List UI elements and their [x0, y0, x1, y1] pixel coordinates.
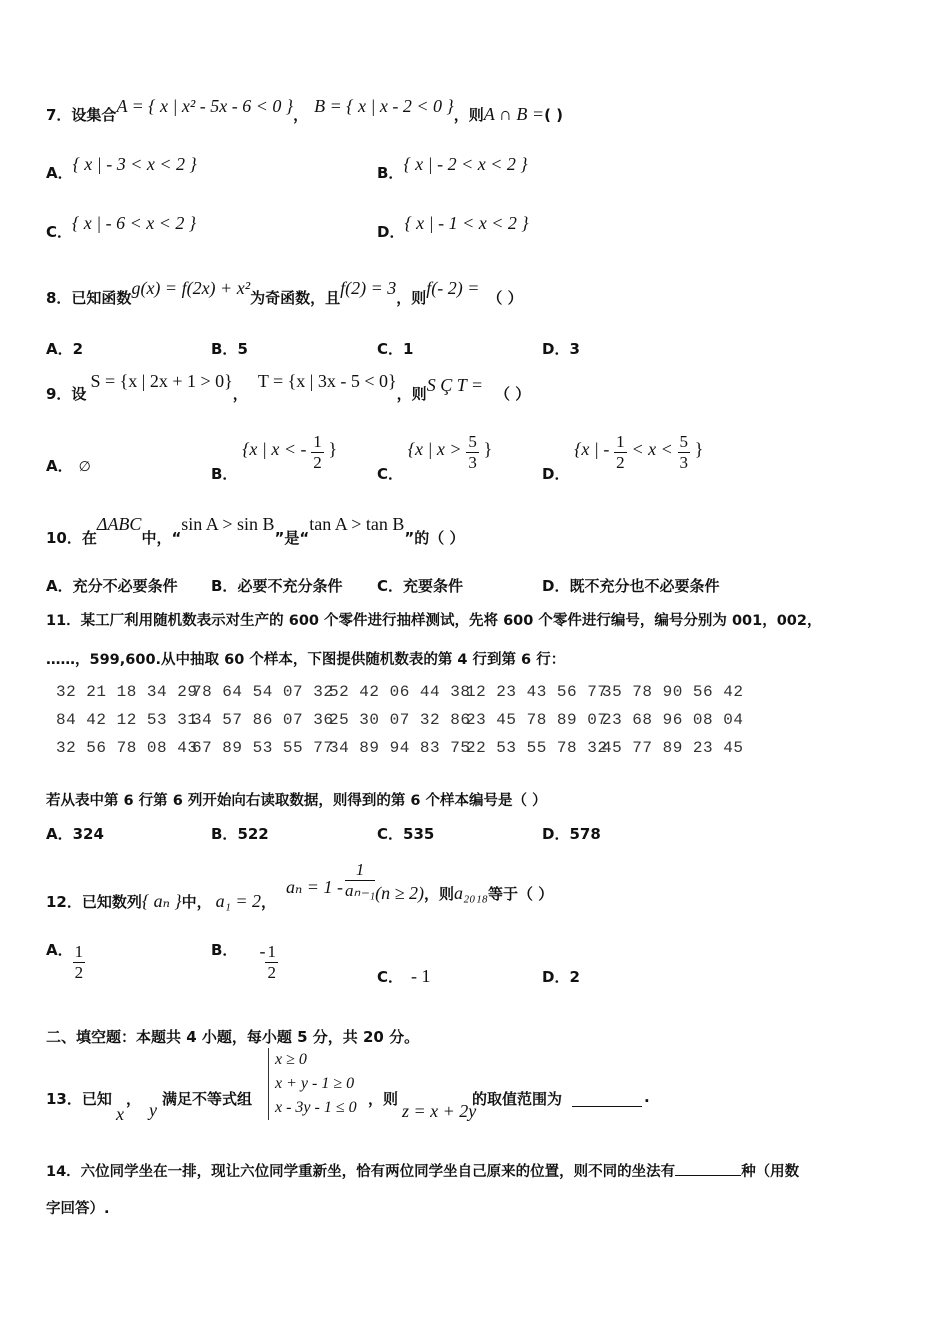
q9-stem [46, 371, 531, 404]
table-cell: 52 42 06 44 38 [329, 683, 471, 701]
q11-line-2: ……，599,600.从中抽取 60 个样本，下图提供随机数表的第 4 行到第 6 行： [46, 652, 566, 668]
option-value: { x | - 2 < x < 2 } [403, 154, 528, 174]
frac-num: 1 [345, 860, 375, 881]
option-label: D． [377, 223, 405, 241]
option-value: 535 [403, 825, 435, 843]
frac-num: 1 [616, 432, 625, 451]
option-value: 3 [569, 340, 580, 358]
table-cell: 35 78 90 56 42 [602, 683, 744, 701]
option-fraction [265, 942, 278, 983]
option-fraction [311, 432, 324, 473]
option-value: 必要不充分条件 [237, 577, 343, 595]
table-cell: 45 77 89 23 45 [602, 739, 744, 757]
q12-option-a[interactable] [46, 942, 85, 983]
q7-sep: ， [293, 106, 309, 124]
option-label: D． [542, 577, 570, 595]
frac-num: 5 [679, 432, 689, 451]
q12-target: a₂₀₁₈ [454, 883, 489, 903]
q7-stem [46, 96, 563, 125]
q11-option-d[interactable] [542, 823, 601, 844]
q13-z-expr: z = x + 2y [402, 1101, 477, 1121]
q12-stem [46, 860, 554, 911]
option-label: A． [46, 164, 73, 182]
q10-suffix: ”的（ ） [404, 529, 465, 547]
q8-mid: 为奇函数，且 [250, 289, 341, 307]
option-label: C． [46, 223, 73, 241]
q12-a1: a₁ = 2 [215, 891, 261, 911]
q12-prefix: 12．已知数列 [46, 893, 142, 911]
q12-sep: ， [261, 893, 277, 911]
q9-sep: ， [232, 385, 248, 403]
q12-fraction [345, 860, 375, 901]
option-set-mid: < x < [631, 439, 673, 459]
q12-then: ，则 [424, 885, 455, 903]
option-value: 5 [237, 340, 248, 358]
q8-option-d[interactable] [542, 338, 580, 359]
frac-den: 2 [267, 963, 276, 982]
q9-question: S Ç T = [426, 375, 484, 395]
option-label: C． [377, 577, 404, 595]
q8-stem [46, 278, 523, 308]
q12-option-d[interactable] [542, 966, 580, 987]
option-label: B． [377, 164, 404, 182]
q9-set-t: T = {x | 3x - 5 < 0} [257, 371, 397, 391]
table-cell: 12 23 43 56 77 [466, 683, 608, 701]
q9-then: ，则 [396, 385, 427, 403]
table-cell: 25 30 07 32 86 [329, 711, 471, 729]
option-fraction [614, 432, 627, 473]
option-set-prefix: {x | x > [407, 439, 462, 459]
table-cell: 67 89 53 55 77 [192, 739, 334, 757]
q13-period: . [644, 1088, 650, 1106]
q8-func-g: g(x) = f(2x) + x² [131, 278, 251, 298]
option-value: ∅ [78, 460, 91, 475]
q13-var-y: y [149, 1100, 157, 1120]
q13-comma: ， [126, 1090, 142, 1108]
inequality-1: x ≥ 0 [275, 1051, 307, 1068]
option-label: B． [211, 577, 238, 595]
q8-func-f: f(2) = 3 [340, 278, 397, 298]
option-label: C． [377, 465, 404, 483]
q10-option-b[interactable] [211, 575, 342, 596]
option-value: 578 [569, 825, 601, 843]
option-sign: - [259, 941, 266, 961]
option-value: 既不充分也不必要条件 [569, 577, 720, 595]
q7-set-a: A = { x | x² - 5x - 6 < 0 } [116, 96, 294, 116]
q14-line-1 [46, 1160, 799, 1181]
q11-option-c[interactable] [377, 823, 434, 844]
q10-tan: tan A > tan B [309, 514, 405, 534]
q9-set-s: S = {x | 2x + 1 > 0} [90, 371, 233, 391]
table-cell: 34 57 86 07 36 [192, 711, 334, 729]
frac-num: 1 [74, 942, 84, 961]
frac-den: 2 [313, 453, 322, 472]
frac-num: 5 [468, 432, 477, 451]
q13-then: ，则 [368, 1090, 399, 1108]
option-value: 充要条件 [403, 577, 464, 595]
frac-den: 3 [679, 453, 689, 472]
q9-option-b[interactable] [211, 432, 338, 483]
option-label: A． [46, 825, 73, 843]
option-value: 324 [72, 825, 104, 843]
option-value: 充分不必要条件 [72, 577, 178, 595]
q8-prefix: 8．已知函数 [46, 289, 132, 307]
option-label: B． [211, 941, 238, 959]
inequality-3: x - 3y - 1 ≤ 0 [275, 1099, 357, 1116]
frac-den: 2 [74, 963, 84, 982]
option-set-prefix: {x | - [574, 439, 610, 459]
option-fraction [73, 942, 86, 983]
q11-line-1: 11．某工厂利用随机数表示对生产的 600 个零件进行抽样测试，先将 600 个零件进行编号，编号分别为 001，002， [46, 613, 822, 629]
q7-set-b: B = { x | x - 2 < 0 } [314, 96, 454, 116]
q12-mid: 中， [181, 893, 212, 911]
q12-suffix: 等于（ ） [488, 885, 554, 903]
option-label: A． [46, 457, 73, 475]
q8-paren: （ ） [487, 289, 523, 307]
q9-prefix: 9．设 [46, 385, 87, 403]
option-label: A． [46, 577, 73, 595]
table-cell: 22 53 55 78 32 [466, 739, 608, 757]
q9-paren: （ ） [495, 385, 531, 403]
q12-condition: (n ≥ 2) [375, 883, 424, 903]
q7-option-d[interactable] [377, 213, 529, 242]
option-label: B． [211, 825, 238, 843]
option-set-suffix: } [694, 439, 704, 459]
q10-option-d[interactable] [542, 575, 719, 596]
inequality-2: x + y - 1 ≥ 0 [275, 1075, 355, 1092]
q10-sin: sin A > sin B [181, 514, 275, 534]
option-value: 1 [403, 340, 414, 358]
q7-prefix: 7．设集合 [46, 106, 117, 124]
table-cell: 32 21 18 34 29 [56, 683, 198, 701]
q10-triangle: ΔABC [96, 514, 142, 534]
frac-num: 1 [267, 942, 276, 961]
option-label: A． [46, 941, 73, 959]
q7-then: ，则 [453, 106, 484, 124]
q14-text: 14．六位同学坐在一排，现让六位同学重新坐，恰有两位同学坐自己原来的位置，则不同的坐法有 [46, 1164, 676, 1180]
option-set-suffix: } [483, 439, 493, 459]
q13-mid: 满足不等式组 [162, 1090, 253, 1108]
option-value: { x | - 3 < x < 2 } [72, 154, 197, 174]
option-label: C． [377, 340, 404, 358]
q10-option-c[interactable] [377, 575, 463, 596]
q13-answer-blank[interactable] [572, 1088, 642, 1107]
q13-inequality-system [268, 1048, 357, 1120]
q8-then: ，则 [396, 289, 427, 307]
table-cell: 32 56 78 08 43 [56, 739, 198, 757]
option-value: 2 [72, 340, 84, 358]
q9-option-a[interactable] [46, 455, 91, 476]
q10-prefix: 10．在 [46, 529, 97, 547]
q7-option-c[interactable] [46, 213, 197, 242]
option-label: B． [211, 340, 238, 358]
q9-option-d[interactable] [542, 432, 704, 483]
q14-line-2: 字回答）. [46, 1201, 110, 1217]
option-label: D． [542, 968, 570, 986]
table-cell: 23 68 96 08 04 [602, 711, 744, 729]
q12-an: aₙ = 1 - [286, 877, 343, 897]
q7-option-a[interactable] [46, 154, 197, 183]
option-value: 2 [569, 968, 580, 986]
q11-option-a[interactable] [46, 823, 104, 844]
q14-answer-blank[interactable] [675, 1161, 741, 1176]
q7-paren: ( ) [544, 106, 563, 124]
option-label: D． [542, 825, 570, 843]
q10-mid1: 中，“ [141, 529, 182, 547]
option-value: 522 [237, 825, 269, 843]
table-cell: 34 89 94 83 75 [329, 739, 471, 757]
q7-option-b[interactable] [377, 154, 528, 183]
frac-den: aₙ₋₁ [344, 881, 376, 900]
section-heading: 二、填空题：本题共 4 小题，每小题 5 分，共 20 分。 [46, 1028, 420, 1046]
q9-option-c[interactable] [377, 432, 493, 483]
table-cell: 78 64 54 07 32 [192, 683, 334, 701]
option-value: { x | - 1 < x < 2 } [404, 213, 529, 233]
q11-option-b[interactable] [211, 823, 269, 844]
table-cell: 23 45 78 89 07 [466, 711, 608, 729]
frac-den: 2 [616, 453, 625, 472]
q8-option-a[interactable] [46, 338, 83, 359]
q10-stem [46, 514, 465, 548]
frac-num: 1 [313, 432, 322, 451]
q8-question: f(- 2) = [426, 278, 480, 298]
option-label: A． [46, 340, 73, 358]
q13-suffix: 的取值范围为 [472, 1090, 563, 1108]
table-cell: 84 42 12 53 31 [56, 711, 198, 729]
option-label: B． [211, 465, 238, 483]
option-label: C． [377, 825, 404, 843]
q8-option-b[interactable] [211, 338, 248, 359]
q13-prefix: 13．已知 [46, 1090, 112, 1108]
option-set-suffix: } [328, 439, 338, 459]
option-value: { x | - 6 < x < 2 } [72, 213, 197, 233]
q11-line-3: 若从表中第 6 行第 6 列开始向右读取数据，则得到的第 6 个样本编号是（ ） [46, 793, 547, 809]
option-fraction-2 [678, 432, 691, 473]
option-label: C． [377, 968, 404, 986]
q10-option-a[interactable] [46, 575, 178, 596]
q13-var-x: x [116, 1104, 124, 1124]
option-fraction [466, 432, 479, 473]
q12-sequence: { aₙ } [141, 891, 182, 911]
q12-option-b[interactable] [211, 942, 278, 983]
q12-option-c[interactable] [377, 966, 431, 987]
q10-mid2: ”是“ [274, 529, 310, 547]
option-set-prefix: {x | x < - [242, 439, 307, 459]
q14-text-end: 种（用数 [741, 1164, 800, 1180]
frac-den: 3 [468, 453, 477, 472]
q8-option-c[interactable] [377, 338, 413, 359]
option-label: D． [542, 340, 570, 358]
option-label: D． [542, 465, 570, 483]
q7-question: A ∩ B = [483, 104, 545, 124]
option-value: - 1 [411, 966, 431, 986]
